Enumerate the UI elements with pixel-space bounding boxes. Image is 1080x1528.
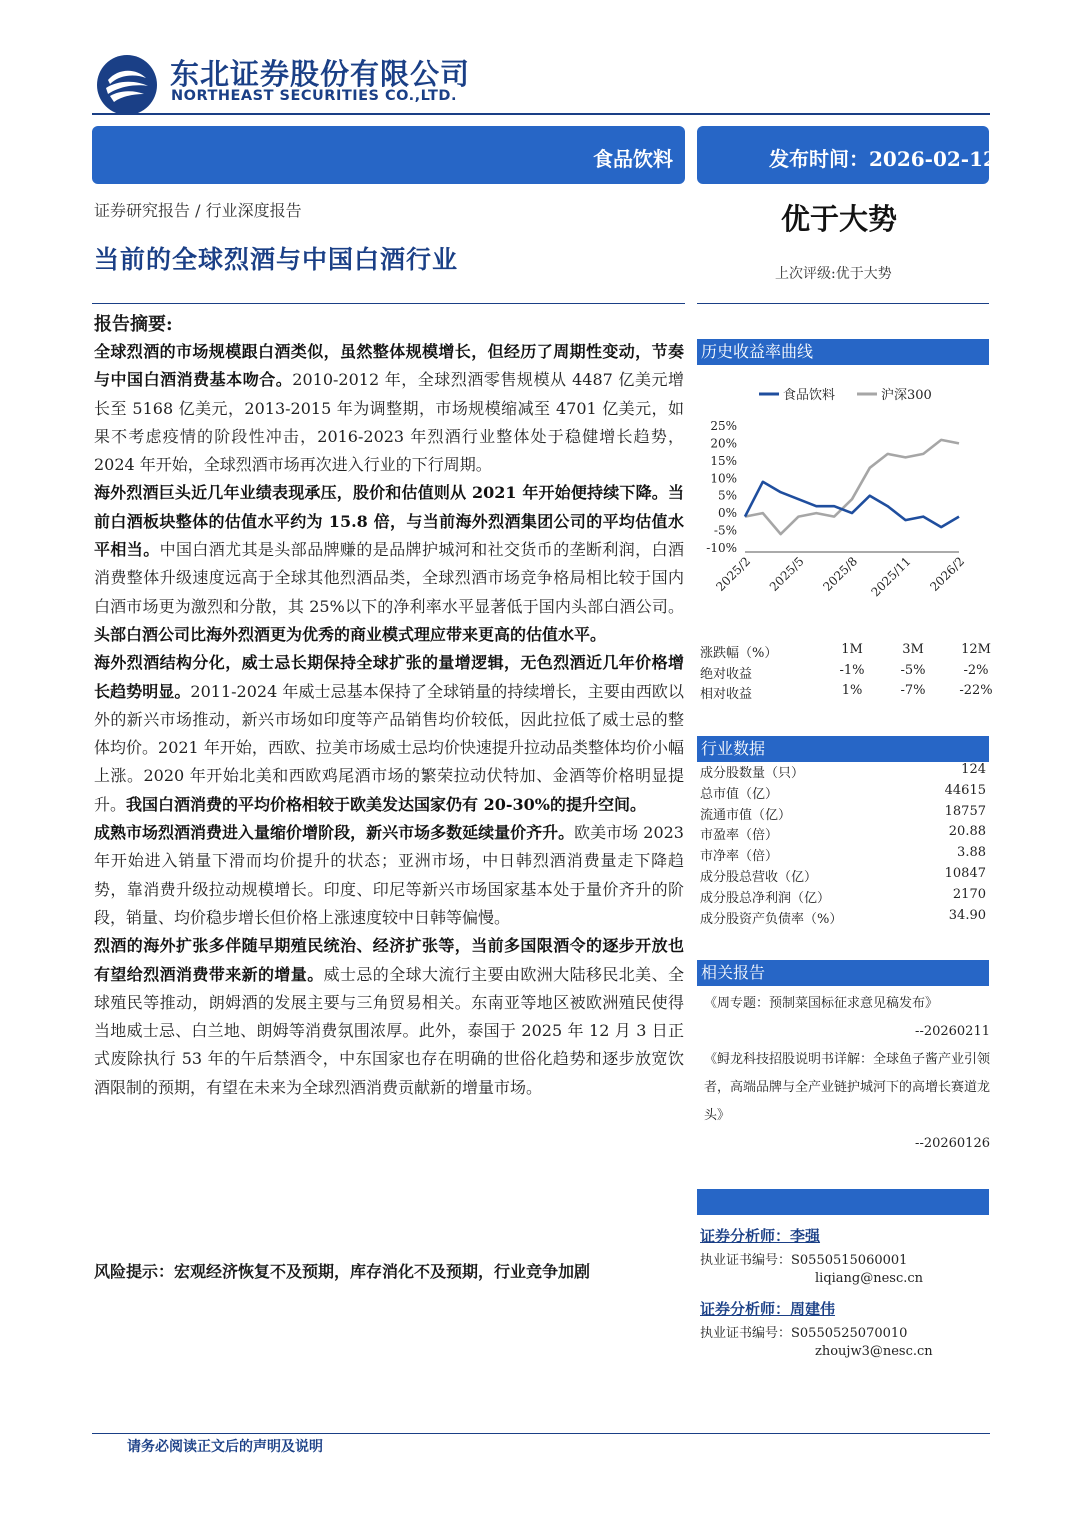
history-section-header: 历史收益率曲线 — [697, 339, 989, 365]
x-tick-label: 2025/5 — [766, 554, 807, 594]
summary-text: 威士忌的全球大流行主要由欧洲大陆移民北美、全球殖民等推动，朗姆酒的发展主要与三角贸易相关。东南亚等地区被欧洲殖民使得当地威士忌、白兰地、朗姆等消费氛围浓厚。此外，泰国于 2025 年 12 月 3 日正式废除执行 53 年的午后禁酒令，中东国家也存在明确的世俗化趋势和逐步放宽饮酒限制的预期，有望在未来为全球烈酒消费贡献新的增量市场。 — [94, 964, 684, 1097]
analyst-section-header — [697, 1189, 989, 1215]
chart-axes — [706, 419, 967, 599]
legend-label: 沪深300 — [881, 388, 932, 403]
previous-rating: 上次评级:优于大势 — [775, 266, 892, 282]
header-divider — [92, 113, 990, 115]
industry-data-label: 总市值（亿） — [700, 786, 779, 802]
related-report-date: --20260211 — [915, 1024, 990, 1039]
chart-series — [745, 440, 959, 534]
related-report-date: --20260126 — [915, 1136, 990, 1151]
industry-data-value: 2170 — [952, 886, 986, 902]
left-divider — [92, 303, 685, 304]
summary-text: 中国白酒尤其是头部品牌赚的是品牌护城河和社交货币的垄断利润，白酒消费整体升级速度远高于全球其他烈酒品类，全球烈酒市场竞争格局相比较于国内白酒市场更为激烈和分散，其 25%以下的净利率水平显著低于国内头部白酒公司。 — [94, 540, 684, 616]
performance-row — [700, 663, 990, 684]
y-tick-label: -10% — [706, 541, 737, 555]
rating: 优于大势 — [781, 202, 898, 236]
industry-data-label: 流通市值（亿） — [700, 807, 792, 823]
industry-data-value: 3.88 — [957, 845, 986, 861]
y-tick-label: 0% — [717, 506, 737, 521]
report-type: 证券研究报告 / 行业深度报告 — [94, 201, 302, 220]
industry-data-value: 34.90 — [948, 907, 986, 923]
industry-data-row — [700, 845, 988, 866]
analyst-email[interactable]: zhoujw3@nesc.cn — [815, 1344, 933, 1359]
perf-value-3m: -5% — [900, 662, 926, 678]
legend-label: 食品饮料 — [783, 388, 836, 403]
industry-data-value: 124 — [961, 762, 986, 777]
perf-row-label: 相对收益 — [700, 687, 753, 702]
summary-paragraph — [94, 479, 684, 649]
publish-date: 发布时间：2026-02-12 — [769, 147, 997, 171]
perf-value-1m: -1% — [839, 662, 865, 678]
summary-paragraph — [94, 819, 684, 932]
industry-data-row — [700, 887, 988, 908]
industry-data-row — [700, 908, 988, 929]
related-report-title[interactable]: 《周专题：预制菜国标征求意见稿发布》 — [704, 996, 939, 1011]
x-tick-label: 2025/11 — [868, 554, 914, 600]
performance-header-row — [700, 642, 990, 663]
perf-header-label: 涨跌幅（%） — [700, 646, 778, 661]
return-curve-chart — [697, 380, 989, 630]
industry-data-label: 成分股资产负债率（%） — [700, 911, 843, 927]
perf-row-label: 绝对收益 — [700, 666, 753, 682]
industry-data-label: 市盈率（倍） — [700, 828, 779, 844]
x-tick-label: 2025/2 — [713, 554, 754, 594]
summary-key-point: 我国白酒消费的平均价格相较于欧美发达国家仍有 20-30%的提升空间。 — [126, 794, 646, 814]
summary-key-point: 海外烈酒结构分化，威士忌长期保持全球扩张的量增逻辑，无色烈酒近几年价格增长趋势明显。 — [94, 653, 684, 701]
industry-data-table — [700, 762, 988, 928]
y-tick-label: 25% — [710, 419, 737, 433]
publish-date-banner — [697, 126, 997, 184]
y-tick-label: 20% — [710, 436, 737, 451]
x-tick-label: 2025/8 — [820, 554, 861, 594]
analyst-email[interactable]: liqiang@nesc.cn — [815, 1271, 924, 1286]
y-tick-label: -5% — [713, 523, 737, 538]
analyst-certificate: 执业证书编号：S0550525070010 — [700, 1326, 908, 1341]
industry-banner — [92, 126, 685, 184]
industry-data-value: 18757 — [944, 803, 986, 819]
industry-data-section-header: 行业数据 — [697, 736, 989, 762]
y-tick-label: 15% — [710, 453, 737, 468]
analyst-certificate: 执业证书编号：S0550515060001 — [700, 1253, 908, 1268]
analyst-name: 证券分析师：周建伟 — [700, 1300, 836, 1318]
series-line-food-beverage — [745, 482, 959, 527]
perf-value-3m: -7% — [900, 683, 926, 698]
related-report-title[interactable]: 《鲟龙科技招股说明书详解：全球鱼子酱产业引领者，高端品牌与全产业链护城河下的高增长赛道龙头》 — [704, 1052, 991, 1123]
company-name-cn: 东北证券股份有限公司 — [170, 57, 471, 91]
industry-data-label: 市净率（倍） — [700, 849, 779, 865]
risk-warning: 风险提示：宏观经济恢复不及预期，库存消化不及预期，行业竞争加剧 — [94, 1262, 591, 1281]
summary-body — [94, 338, 684, 1102]
industry-data-value: 10847 — [944, 865, 986, 881]
y-tick-label: 10% — [710, 471, 737, 486]
perf-value-1m: 1% — [841, 683, 863, 698]
footer-divider — [92, 1433, 990, 1434]
summary-paragraph — [94, 338, 684, 479]
related-reports — [704, 990, 992, 1158]
industry-data-value: 20.88 — [948, 824, 986, 840]
summary-heading: 报告摘要: — [94, 314, 173, 335]
industry-data-label: 成分股总净利润（亿） — [700, 890, 831, 906]
industry-data-value: 44615 — [944, 782, 986, 798]
summary-text: 2010-2012 年，全球烈酒零售规模从 4487 亿美元增长至 5168 亿美元，2013-2015 年为调整期，市场规模缩减至 4701 亿美元，如果不考虑疫情的阶段性冲击，2016-2023 年烈酒行业整体处于稳健增长趋势，2024 年开始，全球烈酒市场再次进入行业的下行周期。 — [94, 370, 684, 475]
perf-value-12m: -22% — [959, 683, 993, 698]
summary-paragraph — [94, 649, 684, 819]
performance-table — [700, 642, 993, 704]
perf-header-3m: 3M — [902, 642, 924, 657]
x-tick-label: 2026/2 — [927, 554, 968, 594]
summary-key-point: 海外烈酒巨头近几年业绩表现承压，股价和估值则从 2021 年开始便持续下降。当前白酒板块整体的估值水平约为 15.8 倍，与当前海外烈酒集团公司的平均估值水平相当。 — [94, 483, 684, 560]
summary-key-point: 烈酒的海外扩张多伴随早期殖民统治、经济扩张等，当前多国限酒令的逐步开放也有望给烈酒消费带来新的增量。 — [94, 936, 684, 984]
company-name-en: NORTHEAST SECURITIES CO.,LTD. — [171, 88, 457, 104]
analyst-name: 证券分析师：李强 — [700, 1227, 821, 1245]
industry-data-row — [700, 824, 988, 845]
company-logo-icon — [96, 54, 158, 116]
industry-data-row — [700, 804, 988, 825]
perf-header-12m: 12M — [961, 642, 991, 657]
summary-text: 欧美市场 2023 年开始进入销量下滑而均价提升的状态；亚洲市场，中日韩烈酒消费量走下降趋势，靠消费升级拉动规模增长。印度、印尼等新兴市场国家基本处于量价齐升的阶段，销量、均价稳步增长但价格上涨速度较中日韩等偏慢。 — [94, 823, 684, 927]
industry-data-label: 成分股数量（只） — [700, 766, 805, 781]
performance-row — [700, 683, 993, 704]
report-title: 当前的全球烈酒与中国白酒行业 — [94, 245, 459, 274]
y-tick-label: 5% — [717, 488, 737, 503]
summary-paragraph — [94, 932, 684, 1102]
summary-key-point: 成熟市场烈酒消费进入量缩价增阶段，新兴市场多数延续量价齐升。 — [94, 823, 575, 843]
industry-data-row — [700, 762, 988, 783]
summary-key-point: 头部白酒公司比海外烈酒更为优秀的商业模式理应带来更高的估值水平。 — [94, 624, 607, 644]
right-divider — [697, 303, 989, 304]
footer-disclaimer: 请务必阅读正文后的声明及说明 — [127, 1439, 323, 1455]
industry-data-row — [700, 866, 988, 887]
chart-legend — [759, 387, 932, 403]
perf-header-1m: 1M — [841, 642, 863, 657]
summary-text: 2011-2024 年威士忌基本保持了全球销量的持续增长，主要由西欧以外的新兴市场推动，新兴市场如印度等产品销售均价较低，因此拉低了威士忌的整体均价。2021 年开始，西欧、拉美市场威士忌均价快速提升拉动品类整体均价小幅上涨。2020 年开始北美和西欧鸡尾酒市场的繁荣拉动伏特加、金酒等价格明显提升。 — [94, 681, 684, 814]
industry-data-row — [700, 783, 988, 804]
industry-label: 食品饮料 — [593, 147, 673, 171]
industry-data-label: 成分股总营收（亿） — [700, 869, 818, 885]
related-reports-section-header: 相关报告 — [697, 960, 989, 986]
summary-key-point: 全球烈酒的市场规模跟白酒类似，虽然整体规模增长，但经历了周期性变动，节奏与中国白酒消费基本吻合。 — [94, 342, 684, 390]
perf-value-12m: -2% — [963, 662, 989, 678]
